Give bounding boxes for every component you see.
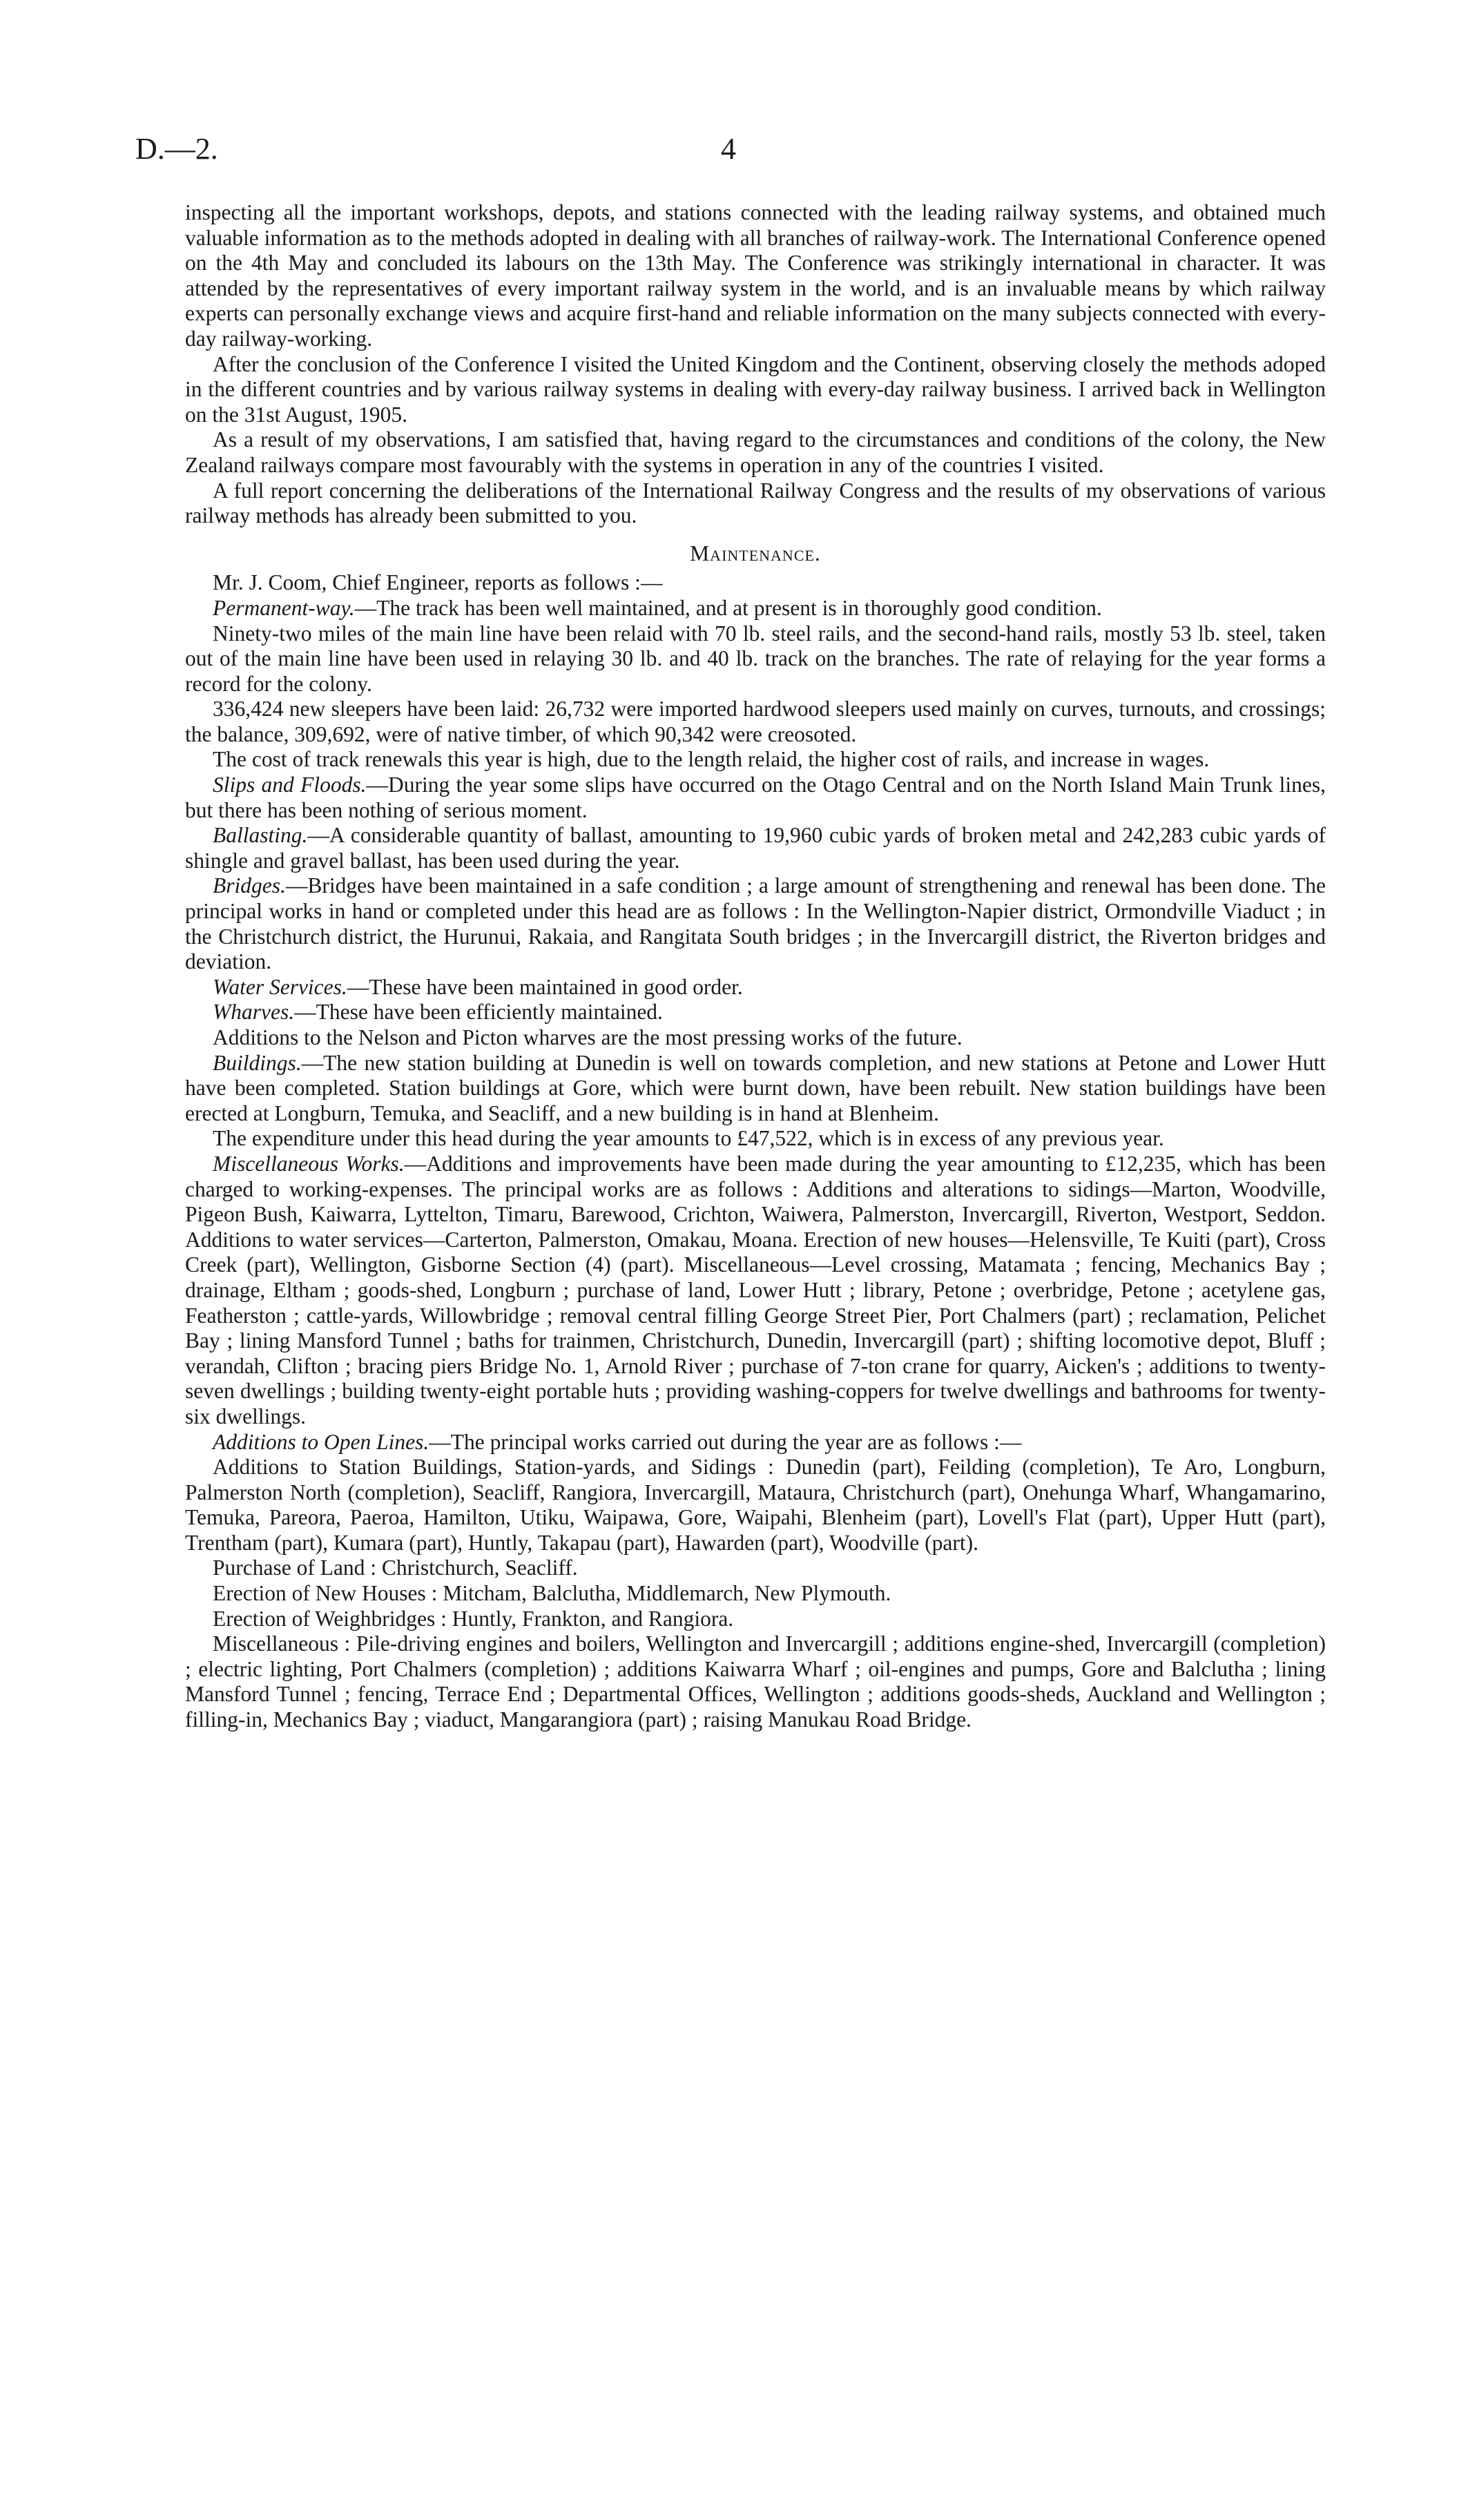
paragraph-text: The expenditure under this head during the year amounts to £47,522, which is in excess of any previous year. xyxy=(213,1126,1164,1151)
paragraph-lead: Buildings. xyxy=(213,1050,302,1075)
paragraph-text: 336,424 new sleepers have been laid: 26,732 were imported hardwood sleepers used mainly on curves, turnouts, and crossings; the balance, 309,692, were of native timber, of which 90,342 were creosoted. xyxy=(185,697,1326,746)
paragraph-text: Additions to the Nelson and Picton wharves are the most pressing works of the future. xyxy=(213,1025,963,1049)
paragraph-lead: Miscellaneous Works. xyxy=(213,1151,405,1176)
paragraph xyxy=(185,823,1326,873)
body-text xyxy=(185,200,1326,1733)
paragraph-text: —The track has been well maintained, and at present is in thoroughly good condition. xyxy=(354,595,1102,620)
paragraph-text: Miscellaneous : Pile-driving engines and boilers, Wellington and Invercargill ; additions engine-shed, Invercargill (completion) ; electric lighting, Port Chalmers (completion) ; additions Kaiwarra Wharf ; oil-engines and pumps, Gore and Balclutha ; lining Mansford Tunnel ; fencing, Terrace End ; Departmental Offices, Wellington ; additions goods-sheds, Auckland and Wellington ; filling-in, Mechanics Bay ; viaduct, Mangarangiora (part) ; raising Manukau Road Bridge. xyxy=(185,1631,1326,1732)
paragraph xyxy=(185,773,1326,823)
paragraph-text: —The principal works carried out during the year are as follows :— xyxy=(429,1429,1022,1454)
document-reference: D.—2. xyxy=(135,132,218,166)
paragraph-text: —A considerable quantity of ballast, amounting to 19,960 cubic yards of broken metal and 242,283 cubic yards of shingle and gravel ballast, has been used during the year. xyxy=(185,823,1326,873)
paragraph xyxy=(185,1555,1326,1581)
paragraph xyxy=(185,621,1326,697)
paragraph-text: —During the year some slips have occurred on the Otago Central and on the North Island Main Trunk lines, but there has been nothing of serious moment. xyxy=(185,773,1326,822)
paragraph-lead: Permanent-way. xyxy=(213,595,355,620)
paragraph-text: Erection of Weighbridges : Huntly, Frankton, and Rangiora. xyxy=(213,1606,734,1631)
paragraph-text: —Additions and improvements have been made during the year amounting to £12,235, which has been charged to working-expenses. The principal works are as follows : Additions and alterations to sidings—Marton, Woodville, Pigeon Bush, Kaiwarra, Lyttelton, Timaru, Barewood, Crichton, Waiwera, Palmerston, Invercargill, Riverton, Westport, Seddon. Additions to water services—Carterton, Palmerston, Omakau, Moana. Erection of new houses—Helensville, Te Kuiti (part), Cross Creek (part), Wellington, Gisborne Section (4) (part). Miscellaneous—Level crossing, Matamata ; fencing, Mechanics Bay ; drainage, Eltham ; goods-shed, Longburn ; purchase of land, Lower Hutt ; library, Petone ; overbridge, Petone ; acetylene gas, Featherston ; cattle-yards, Willowbridge ; removal central filling George Street Pier, Port Chalmers (part) ; reclamation, Pelichet Bay ; lining Mansford Tunnel ; baths for trainmen, Christchurch, Dunedin, Invercargill (part) ; shifting locomotive depot, Bluff ; verandah, Clifton ; bracing piers Bridge No. 1, Arnold River ; purchase of 7-ton crane for quarry, Aicken's ; additions to twenty-seven dwellings ; building twenty-eight portable huts ; providing washing-coppers for twelve dwellings and bathrooms for twenty-six dwellings. xyxy=(185,1151,1326,1428)
paragraph: As a result of my observations, I am satisfied that, having regard to the circumstances and conditions of the colony, the New Zealand railways compare most favourably with the systems in operation in any of the countries I visited. xyxy=(185,427,1326,477)
page-number: 4 xyxy=(721,132,736,166)
paragraph xyxy=(185,570,1326,596)
paragraph xyxy=(185,1126,1326,1152)
paragraph-text: —These have been efficiently maintained. xyxy=(294,1000,663,1025)
paragraph-lead: Bridges. xyxy=(213,873,286,898)
paragraph xyxy=(185,1631,1326,1732)
paragraph xyxy=(185,596,1326,621)
paragraph-lead: Additions to Open Lines. xyxy=(213,1429,429,1454)
paragraph xyxy=(185,1430,1326,1455)
paragraph-lead: Wharves. xyxy=(213,1000,295,1025)
paragraph-text: Purchase of Land : Christchurch, Seacliff. xyxy=(213,1555,578,1580)
paragraph-text: —These have been maintained in good order. xyxy=(347,974,743,999)
paragraph xyxy=(185,697,1326,747)
paragraph: After the conclusion of the Conference I visited the United Kingdom and the Continent, observing closely the methods adoped in the different countries and by various railway systems in dealing with every-day railway business. I arrived back in Wellington on the 31st August, 1905. xyxy=(185,351,1326,427)
paragraph: inspecting all the important workshops, depots, and stations connected with the leading railway systems, and obtained much valuable information as to the methods adopted in dealing with all branches of railway-work. The International Conference opened on the 4th May and concluded its labours on the 13th May. The Conference was strikingly international in character. It was attended by the representatives of every important railway system in the world, and is an invaluable means by which railway experts can personally exchange views and acquire first-hand and reliable information on the many subjects connected with every-day railway-working. xyxy=(185,200,1326,351)
paragraph xyxy=(185,1455,1326,1555)
paragraph xyxy=(185,747,1326,773)
paragraph-text: Ninety-two miles of the main line have been relaid with 70 lb. steel rails, and the second-hand rails, mostly 53 lb. steel, taken out of the main line have been used in relaying 30 lb. and 40 lb. track on the branches. The rate of relaying for the year forms a record for the colony. xyxy=(185,621,1326,696)
paragraph xyxy=(185,1051,1326,1127)
paragraph xyxy=(185,1000,1326,1025)
paragraph: A full report concerning the deliberations of the International Railway Congress and the results of my observations of various railway methods has already been submitted to you. xyxy=(185,478,1326,528)
paragraph xyxy=(185,1607,1326,1632)
paragraph-text: Mr. J. Coom, Chief Engineer, reports as follows :— xyxy=(213,570,663,595)
paragraph xyxy=(185,975,1326,1000)
paragraph-text: Additions to Station Buildings, Station-yards, and Sidings : Dunedin (part), Feilding (completion), Te Aro, Longburn, Palmerston North (completion), Seacliff, Rangiora, Invercargill, Mataura, Christchurch (part), Onehunga Wharf, Whangamarino, Temuka, Pareora, Paeroa, Hamilton, Utiku, Waipawa, Gore, Waipahi, Blenheim (part), Lovell's Flat (part), Upper Hutt (part), Trentham (part), Kumara (part), Huntly, Takapau (part), Hawarden (part), Woodville (part). xyxy=(185,1455,1326,1555)
paragraph-lead: Slips and Floods. xyxy=(213,773,367,797)
paragraph-text: Erection of New Houses : Mitcham, Balclutha, Middlemarch, New Plymouth. xyxy=(213,1581,891,1606)
paragraph xyxy=(185,1581,1326,1607)
paragraph xyxy=(185,1025,1326,1051)
paragraph xyxy=(185,873,1326,974)
section-heading: Maintenance. xyxy=(690,541,821,565)
paragraph-lead: Ballasting. xyxy=(213,823,308,848)
paragraph-text: —The new station building at Dunedin is well on towards completion, and new stations at Petone and Lower Hutt have been completed. Station buildings at Gore, which were burnt down, have been rebuilt. New station buildings have been erected at Longburn, Temuka, and Seacliff, and a new building is in hand at Blenheim. xyxy=(185,1050,1326,1125)
paragraph-lead: Water Services. xyxy=(213,974,347,999)
paragraph-text: The cost of track renewals this year is high, due to the length relaid, the higher cost of rails, and increase in wages. xyxy=(213,747,1210,772)
paragraph-text: —Bridges have been maintained in a safe condition ; a large amount of strengthening and renewal has been done. The principal works in hand or completed under this head are as follows : In the Wellington-Napier district, Ormondville Viaduct ; in the Christchurch district, the Hurunui, Rakaia, and Rangitata South bridges ; in the Invercargill district, the Riverton bridges and deviation. xyxy=(185,873,1326,974)
paragraph xyxy=(185,1152,1326,1430)
page-header xyxy=(135,131,1330,173)
